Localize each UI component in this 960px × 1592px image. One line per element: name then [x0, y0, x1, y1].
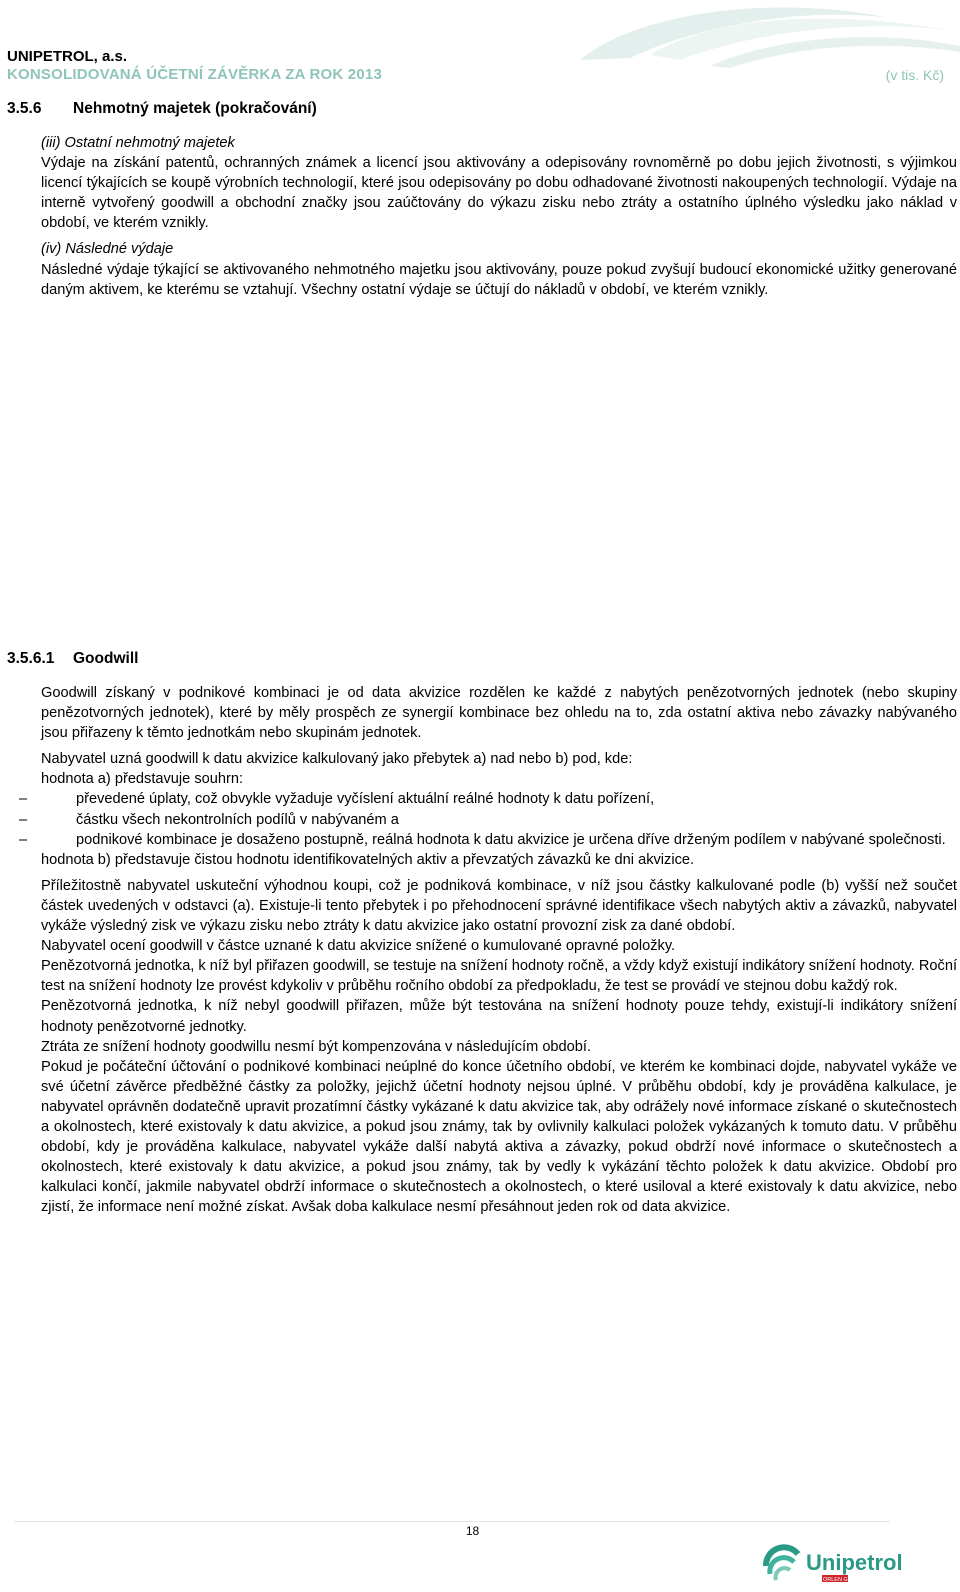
goodwill-paragraph-2: Nabyvatel uzná goodwill k datu akvizice kalkulovaný jako přebytek a) nad nebo b) pod, kde:: [41, 751, 633, 768]
section-number: 3.5.6: [7, 100, 42, 117]
goodwill-paragraph-8: Penězotvorná jednotka, k níž nebyl goodwill přiřazen, může být testována na snížení hodnoty pouze tehdy, existují-li indikátory snížení hodnoty penězotvorné jednotky.: [41, 998, 957, 1035]
dash-marker: –: [19, 791, 28, 808]
goodwill-heading: [7, 650, 138, 668]
unipetrol-logo: [760, 1540, 950, 1588]
goodwill-text: [19, 683, 957, 1217]
goodwill-paragraph-5: Příležitostně nabyvatel uskuteční výhodnou koupi, což je podniková kombinace, v níž jsou částky kalkulované podle (b) vyšší než součet částek uvedených v odstavci (a). Existuje-li tento přebytek i po přehodnocení správné identifikace všech nabytých aktiv a závazků, nabyvatel vykáže výsledný zisk ve výkazu zisku nebo ztráty k datu akvizice jako ostatní provozní zisk za dané období.: [41, 877, 957, 935]
subheading-iv: (iv) Následné výdaje: [41, 241, 174, 258]
goodwill-paragraph-6: Nabyvatel ocení goodwill v částce uznané k datu akvizice snížené o kumulované opravné položky.: [41, 938, 676, 955]
list-item: – podnikové kombinace je dosaženo postupně, reálná hodnota k datu akvizice je určena dříve drženým podílem v nabývané společnosti.: [41, 830, 957, 850]
company-name: UNIPETROL, a.s.: [7, 48, 128, 65]
goodwill-paragraph-7: Penězotvorná jednotka, k níž byl přiřazen goodwill, se testuje na snížení hodnoty ročně, a vždy když existují indikátory snížení hodnoty. Roční test na snížení hodnoty lze provést kdykoliv v průběhu ročního období za předpokladu, že test se provádí ve stejnou dobu každý rok.: [41, 958, 957, 995]
goodwill-title: Goodwill: [73, 650, 139, 667]
logo-wordmark: Unipetrol: [806, 1550, 903, 1575]
page-number: 18: [465, 1524, 480, 1538]
goodwill-paragraph-4: hodnota b) představuje čistou hodnotu identifikovatelných aktiv a převzatých závazků ke dni akvizice.: [41, 851, 695, 868]
goodwill-paragraph-10: Pokud je počáteční účtování o podnikové kombinaci neúplné do konce účetního období, ve kterém ke kombinaci dojde, nabyvatel vykáže ve své účetní závěrce předběžné částky za položky, jejichž účetní hodnoty nejsou úplné. V průběhu období, kdy je prováděna kalkulace, je nabyvatel oprávněn dodatečně upravit prozatímní částky vykázané k datu akvizice tak, aby odrážely nové informace získané o skutečnostech a okolnostech, které existovaly k datu akvizice, a pokud jsou známy, tak by ovlivnily kalkulaci položek vykázaných k tomuto datu. V průběhu období, kdy je prováděna kalkulace, nabyvatel vykáže další nabytá aktiva a závazky, pokud obdrží nové informace o skutečnostech a okolnostech, které existovaly k datu akvizice, a pokud jsou známy, tak by vedly k vykázání těchto položek k datu akvizice. Období pro kalkulaci končí, jakmile nabyvatel obdrží informace o skutečnostech a okolnostech, o které usiloval a které existovaly k datu akvizice, nebo zjistí, že informace není možné získat. Avšak doba kalkulace nesmí přesáhnout jeden rok od data akvizice.: [41, 1058, 957, 1216]
section-title: Nehmotný majetek (pokračování): [73, 100, 317, 117]
list-item: – částku všech nekontrolních podílů v nabývaném a: [41, 810, 957, 830]
logo-mark-icon: [766, 1547, 798, 1580]
list-item: – převedené úplaty, což obvykle vyžaduje vyčíslení aktuální reálné hodnoty k datu pořízení,: [41, 789, 957, 809]
footer-divider: [14, 1521, 890, 1522]
goodwill-paragraph-9: Ztráta ze snížení hodnoty goodwillu nesmí být kompenzována v následujícím období.: [41, 1038, 592, 1055]
logo-subtext: ORLEN GROUP: [823, 1577, 864, 1583]
goodwill-bullet-list: [19, 789, 957, 849]
goodwill-number: 3.5.6.1: [7, 650, 55, 667]
goodwill-paragraph-3: hodnota a) představuje souhrn:: [41, 771, 244, 788]
goodwill-paragraph-1: Goodwill získaný v podnikové kombinaci je od data akvizice rozdělen ke každé z nabytých penězotvorných jednotek (nebo skupiny penězotvorných jednotek), které by měly prospěch ze synergií kombinace bez ohledu na to, zda ostatní aktiva nebo závazky nabývaného jsou přiřazeny k těmto jednotkám nebo skupinám jednotek.: [41, 685, 957, 742]
currency-units: (v tis. Kč): [885, 67, 944, 83]
section-heading: [7, 100, 317, 118]
report-title: KONSOLIDOVANÁ ÚČETNÍ ZÁVĚRKA ZA ROK 2013: [7, 66, 382, 83]
dash-marker: –: [19, 831, 28, 848]
paragraph-iii: Výdaje na získání patentů, ochranných známek a licencí jsou aktivovány a odepisovány rovnoměrně po dobu jejich životnosti, s výjimkou licencí týkajících se koupě výrobních technologií, které jsou odepisovány po dobu odhadované životnosti nakoupených technologií. Výdaje na interně vytvořený goodwill a obchodní značky jsou zaúčtovány do výkazu zisku nebo ztráty a ostatního úplného výsledku jako náklad v období, ve kterém vznikly.: [41, 155, 957, 232]
dash-marker: –: [19, 811, 28, 828]
header-swoosh-graphic: [560, 0, 960, 70]
subheading-iii: (iii) Ostatní nehmotný majetek: [41, 135, 235, 151]
intangible-assets-text: [41, 133, 957, 300]
paragraph-iv: Následné výdaje týkající se aktivovaného nehmotného majetku jsou aktivovány, pouze pokud zvyšují budoucí ekonomické užitky generované daným aktivem, ke kterému se vztahují. Všechny ostatní výdaje se účtují do nákladů v období, ve kterém vznikly.: [41, 261, 957, 298]
